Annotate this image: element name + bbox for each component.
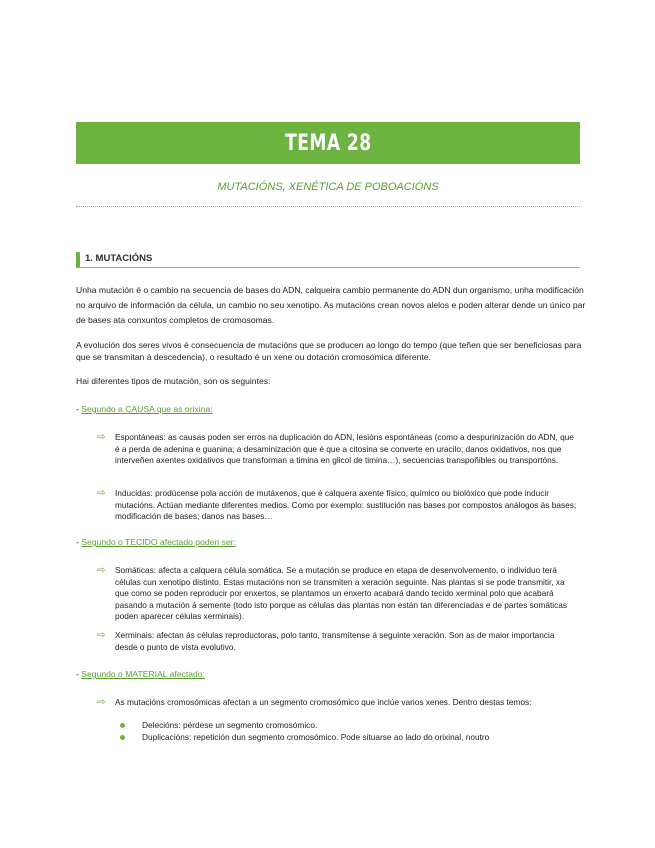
item-cromosomicas-text: As mutacións cromosómicas afectan a un segmento cromosómico que inclúe varios xenes. Dentro destas temos: — [115, 697, 532, 707]
item-cromosomicas — [97, 697, 579, 709]
item-espontaneas — [97, 432, 579, 467]
item-xerminais-text: Xerminais: afectan ás células reproductoras, polo tanto, transmítense á seguinte xeración. Son as de maior importancia desde o punto de vista evolutivo. — [115, 630, 555, 652]
item-inducidas-text: Inducidas: prodúcense pola acción de mutáxenos, que é calquera axente físico, químico ou biolóxico que pode inducir mutacións. Actúan mediante diferentes medios. Como por exemplo: sustitución nas bases por compostos análogos ás bases; modificación de bases; danos nas bases… — [115, 488, 577, 521]
bullet-dot-icon — [120, 735, 125, 740]
bullet-duplicacions — [120, 732, 580, 743]
category-prefix: - — [76, 537, 82, 547]
item-somaticas-text: Somáticas: afecta a calquera célula somática. Se a mutación se produce en etapa de desenvolvemento, o individuo terá células cun xenotipo distinto. Estas mutacións non se transmiten a xeración seguinte. Nas plantas si se pode transmitir, xa que como se poden reproducir por enxertos, se plantamos un enxerto acabará dando tecido xerminal polo que acabará pasando a mutación á semente (todo isto porque as células das plantas non están tan diferenciadas e de partes somáticas poden aparecer células xerminais). — [115, 565, 568, 621]
arrow-icon: ⇨ — [97, 488, 106, 499]
item-inducidas — [97, 488, 579, 523]
arrow-icon: ⇨ — [97, 565, 106, 576]
bullet-delecions — [120, 720, 580, 731]
item-espontaneas-text: Espontáneas: as causas poden ser erros na duplicación do ADN, lesións espontáneas (como a despurinización do ADN, que é a perda de adenina e guanina; a desaminización que é que a citosina se converte en uracilo; danos oxidativos, nos que interveñen axentes oxidativos que transforman a timina en glicol de timina…), secuencias transpoñibles ou transportóns. — [115, 432, 574, 465]
section-heading-label: 1. MUTACIÓNS — [85, 253, 153, 264]
category-material — [76, 669, 205, 679]
paragraph-definition: Unha mutación é o cambio na secuencia de bases do ADN, calqueira cambio permanente do ADN dun organismo, unha modificación no arquivo de información da célula, un cambio no seu xenotipo. As mutacións crean novos alelos e poden alterar dende un único par de bases ata conxuntos completos de cromosomas. — [76, 285, 586, 325]
item-somaticas — [97, 565, 579, 623]
page-subtitle: MUTACIÓNS, XENÉTICA DE POBOACIÓNS — [217, 181, 439, 193]
title-banner — [76, 122, 580, 164]
arrow-icon: ⇨ — [97, 432, 106, 443]
category-prefix: - — [76, 669, 82, 679]
category-cause-label: Segundo a CAUSA que as orixina: — [81, 404, 213, 414]
page-title: TEMA 28 — [284, 130, 372, 156]
paragraph-types-intro: Hai diferentes tipos de mutación, son os seguintes: — [76, 376, 271, 386]
bullet-dot-icon — [120, 723, 125, 728]
bullet-duplicacions-text: Duplicacións: repetición dun segmento cromosómico. Pode situarse ao lado do orixinal, noutro — [142, 732, 490, 742]
arrow-icon: ⇨ — [97, 630, 106, 641]
category-material-label: Segundo o MATERIAL afectado: — [81, 669, 205, 679]
category-prefix: - — [76, 404, 82, 414]
arrow-icon: ⇨ — [97, 697, 106, 708]
paragraph-evolution: A evolución dos seres vivos é consecuencia de mutacións que se producen ao longo do tempo (que teñen que ser beneficiosas para que se transmitan á descedencia), o resultado é un xene ou dotación cromosómica diferente. — [76, 340, 582, 362]
category-cause — [76, 404, 213, 414]
bullet-delecions-text: Delecións: pérdese un segmento cromosómico. — [142, 720, 318, 730]
section-heading — [76, 252, 580, 268]
dotted-divider — [76, 206, 580, 207]
category-tissue — [76, 537, 236, 547]
category-tissue-label: Segundo o TECIDO afectado poden ser: — [81, 537, 236, 547]
item-xerminais — [97, 630, 579, 653]
